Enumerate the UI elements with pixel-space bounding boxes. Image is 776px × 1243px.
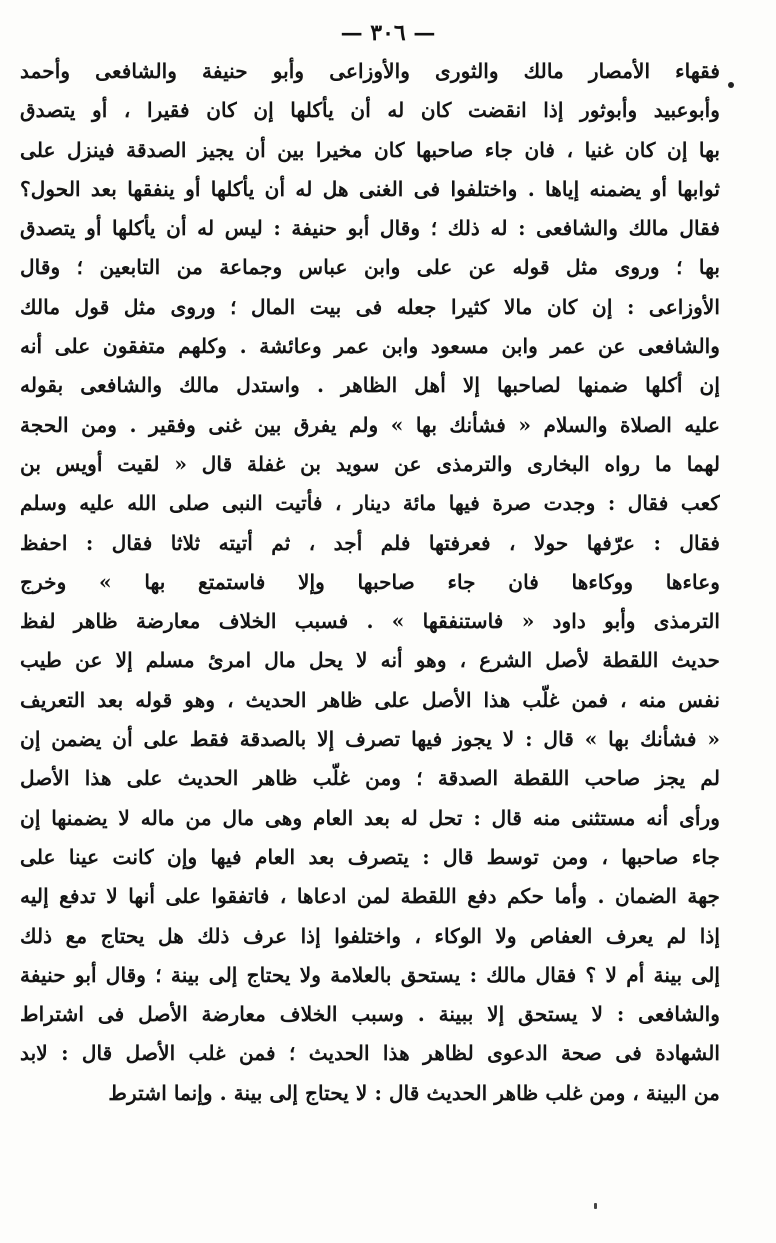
text-line: الترمذى وأبو داود « فاستنفقها » . فسبب الخلاف معارضة ظاهر لفظ: [20, 609, 720, 634]
text-line: وأبوعبيد وأبوثور إذا انقضت كان له أن يأكلها إن كان فقيرا ، أو يتصدق: [20, 98, 720, 123]
text-line: كعب فقال : وجدت صرة فيها مائة دينار ، فأتيت النبى صلى الله عليه وسلم: [20, 491, 720, 516]
text-line: ورأى أنه مستثنى منه قال : تحل له بعد العام وهى مال من ماله لا يضمنها إن: [20, 805, 720, 830]
text-line: لم يجز صاحب اللقطة الصدقة ؛ ومن غلّب ظاهر الحديث على هذا الأصل: [20, 766, 720, 791]
text-line: لهما ما رواه البخارى والترمذى عن سويد بن غفلة قال « لقيت أويس بن: [20, 451, 720, 476]
text-line: حديث اللقطة لأصل الشرع ، وهو أنه لا يحل مال امرئ مسلم إلا عن طيب: [20, 648, 720, 673]
text-line: إلى بينة أم لا ؟ فقال مالك : يستحق بالعلامة ولا يحتاج إلى بينة ؛ وقال أبو حنيفة: [20, 962, 720, 987]
text-line: نفس منه ، فمن غلّب هذا الأصل على ظاهر الحديث ، وهو قوله بعد التعريف: [20, 687, 720, 712]
text-line: إن أكلها ضمنها لصاحبها إلا أهل الظاهر . واستدل مالك والشافعى بقوله: [20, 373, 720, 398]
text-line: « فشأنك بها » قال : لا يجوز فيها تصرف إلا بالصدقة فقط على أن يضمن إن: [20, 727, 720, 752]
text-line: إذا لم يعرف العفاص ولا الوكاء ، واختلفوا إذا عرف ذلك هل يحتاج مع ذلك: [20, 923, 720, 948]
text-line: من البينة ، ومن غلب ظاهر الحديث قال : لا يحتاج إلى بينة . وإنما اشترط: [108, 1080, 720, 1105]
body-text: [20, 52, 720, 1113]
text-line: ثوابها أو يضمنه إياها . واختلفوا فى الغنى هل له أن يأكلها أو ينفقها بعد الحول؟: [20, 176, 720, 201]
text-line: وعاءها ووكاءها فان جاء صاحبها وإلا فاستمتع بها » وخرج: [20, 569, 720, 594]
text-line: بها ؛ وروى مثل قوله عن على وابن عباس وجماعة من التابعين ؛ وقال: [20, 255, 720, 280]
text-line: بها إن كان غنيا ، فان جاء صاحبها كان مخيرا بين أن يجيز الصدقة فينزل على: [20, 137, 720, 162]
text-line: فقهاء الأمصار مالك والثورى والأوزاعى وأبو حنيفة والشافعى وأحمد: [20, 59, 720, 83]
page-number: — ٣٠٦ —: [340, 20, 436, 46]
margin-bullet-mark: [728, 82, 734, 88]
text-line: والشافعى : لا يستحق إلا ببينة . وسبب الخلاف معارضة الأصل فى اشتراط: [20, 1002, 720, 1027]
text-line: الشهادة فى صحة الدعوى لظاهر هذا الحديث ؛ فمن غلب الأصل قال : لابد: [20, 1041, 720, 1066]
text-line: فقال مالك والشافعى : له ذلك ؛ وقال أبو حنيفة : ليس له أن يأكلها أو يتصدق: [20, 216, 720, 241]
text-line: والشافعى عن عمر وابن مسعود وابن عمر وعائشة . وكلهم متفقون على أنه: [20, 334, 720, 359]
text-line: جاء صاحبها ، ومن توسط قال : يتصرف بعد العام فيها وإن كانت عينا على: [20, 844, 720, 869]
text-line: الأوزاعى : إن كان مالا كثيرا جعله فى بيت المال ؛ وروى مثل قول مالك: [20, 294, 720, 319]
text-line: عليه الصلاة والسلام « فشأنك بها » ولم يفرق بين غنى وفقير . ومن الحجة: [20, 412, 720, 437]
text-line: فقال : عرّفها حولا ، فعرفتها فلم أجد ، ثم أتيته ثلاثا فقال : احفظ: [20, 530, 720, 555]
text-line: جهة الضمان . وأما حكم دفع اللقطة لمن ادعاها ، فاتفقوا على أنها لا تدفع إليه: [20, 884, 720, 909]
ink-speck: [594, 1203, 597, 1209]
